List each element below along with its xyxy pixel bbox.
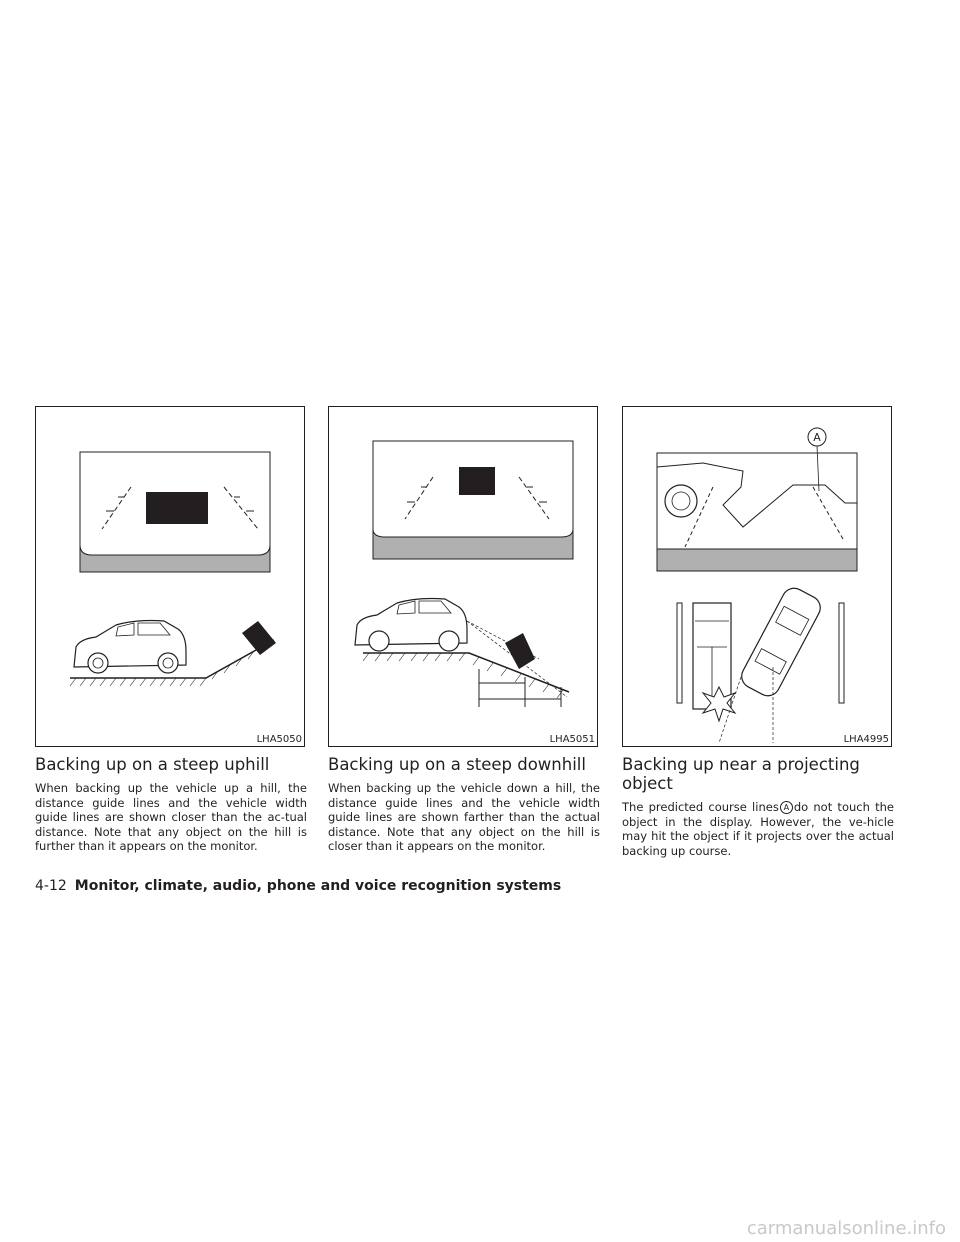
- watermark: carmanualsonline.info: [746, 1218, 946, 1239]
- figure-code: LHA5050: [256, 734, 302, 745]
- page-footer: [35, 878, 561, 894]
- section-uphill: [35, 406, 307, 854]
- section-projecting-object: [622, 406, 894, 858]
- figure-uphill: [35, 406, 305, 747]
- projecting-object-illustration: [623, 407, 893, 748]
- figure-downhill: [328, 406, 598, 747]
- figure-code: LHA5051: [549, 734, 595, 745]
- uphill-illustration: [36, 407, 306, 748]
- section-downhill: [328, 406, 600, 854]
- section-heading: Backing up on a steep downhill: [328, 755, 586, 774]
- figure-projecting-object: [622, 406, 892, 747]
- section-heading: Backing up on a steep uphill: [35, 755, 270, 774]
- section-body: When backing up the vehicle up a hill, the distance guide lines and the vehicle width guide lines are shown closer than the ac-tual distance. Note that any object on the hill is further than it appears on the monitor.: [35, 781, 307, 854]
- section-heading: Backing up near a projecting object: [622, 755, 860, 793]
- section-body: [622, 800, 894, 858]
- section-body: When backing up the vehicle down a hill, the distance guide lines and the vehicle width guide lines are shown farther than the actual distance. Note that any object on the hill is closer than it appears on the monitor.: [328, 781, 600, 854]
- callout-marker: A: [780, 801, 793, 814]
- page-number: 4-12: [35, 878, 67, 894]
- section-title: Monitor, climate, audio, phone and voice recognition systems: [74, 878, 562, 894]
- body-text-after: do not touch the object in the display. However, the ve-hicle may hit the object if it projects over the actual backing up course.: [622, 800, 894, 858]
- body-text-before: The predicted course lines: [622, 800, 779, 814]
- downhill-illustration: [329, 407, 599, 748]
- figure-code: LHA4995: [843, 734, 889, 745]
- callout-letter: A: [813, 431, 821, 444]
